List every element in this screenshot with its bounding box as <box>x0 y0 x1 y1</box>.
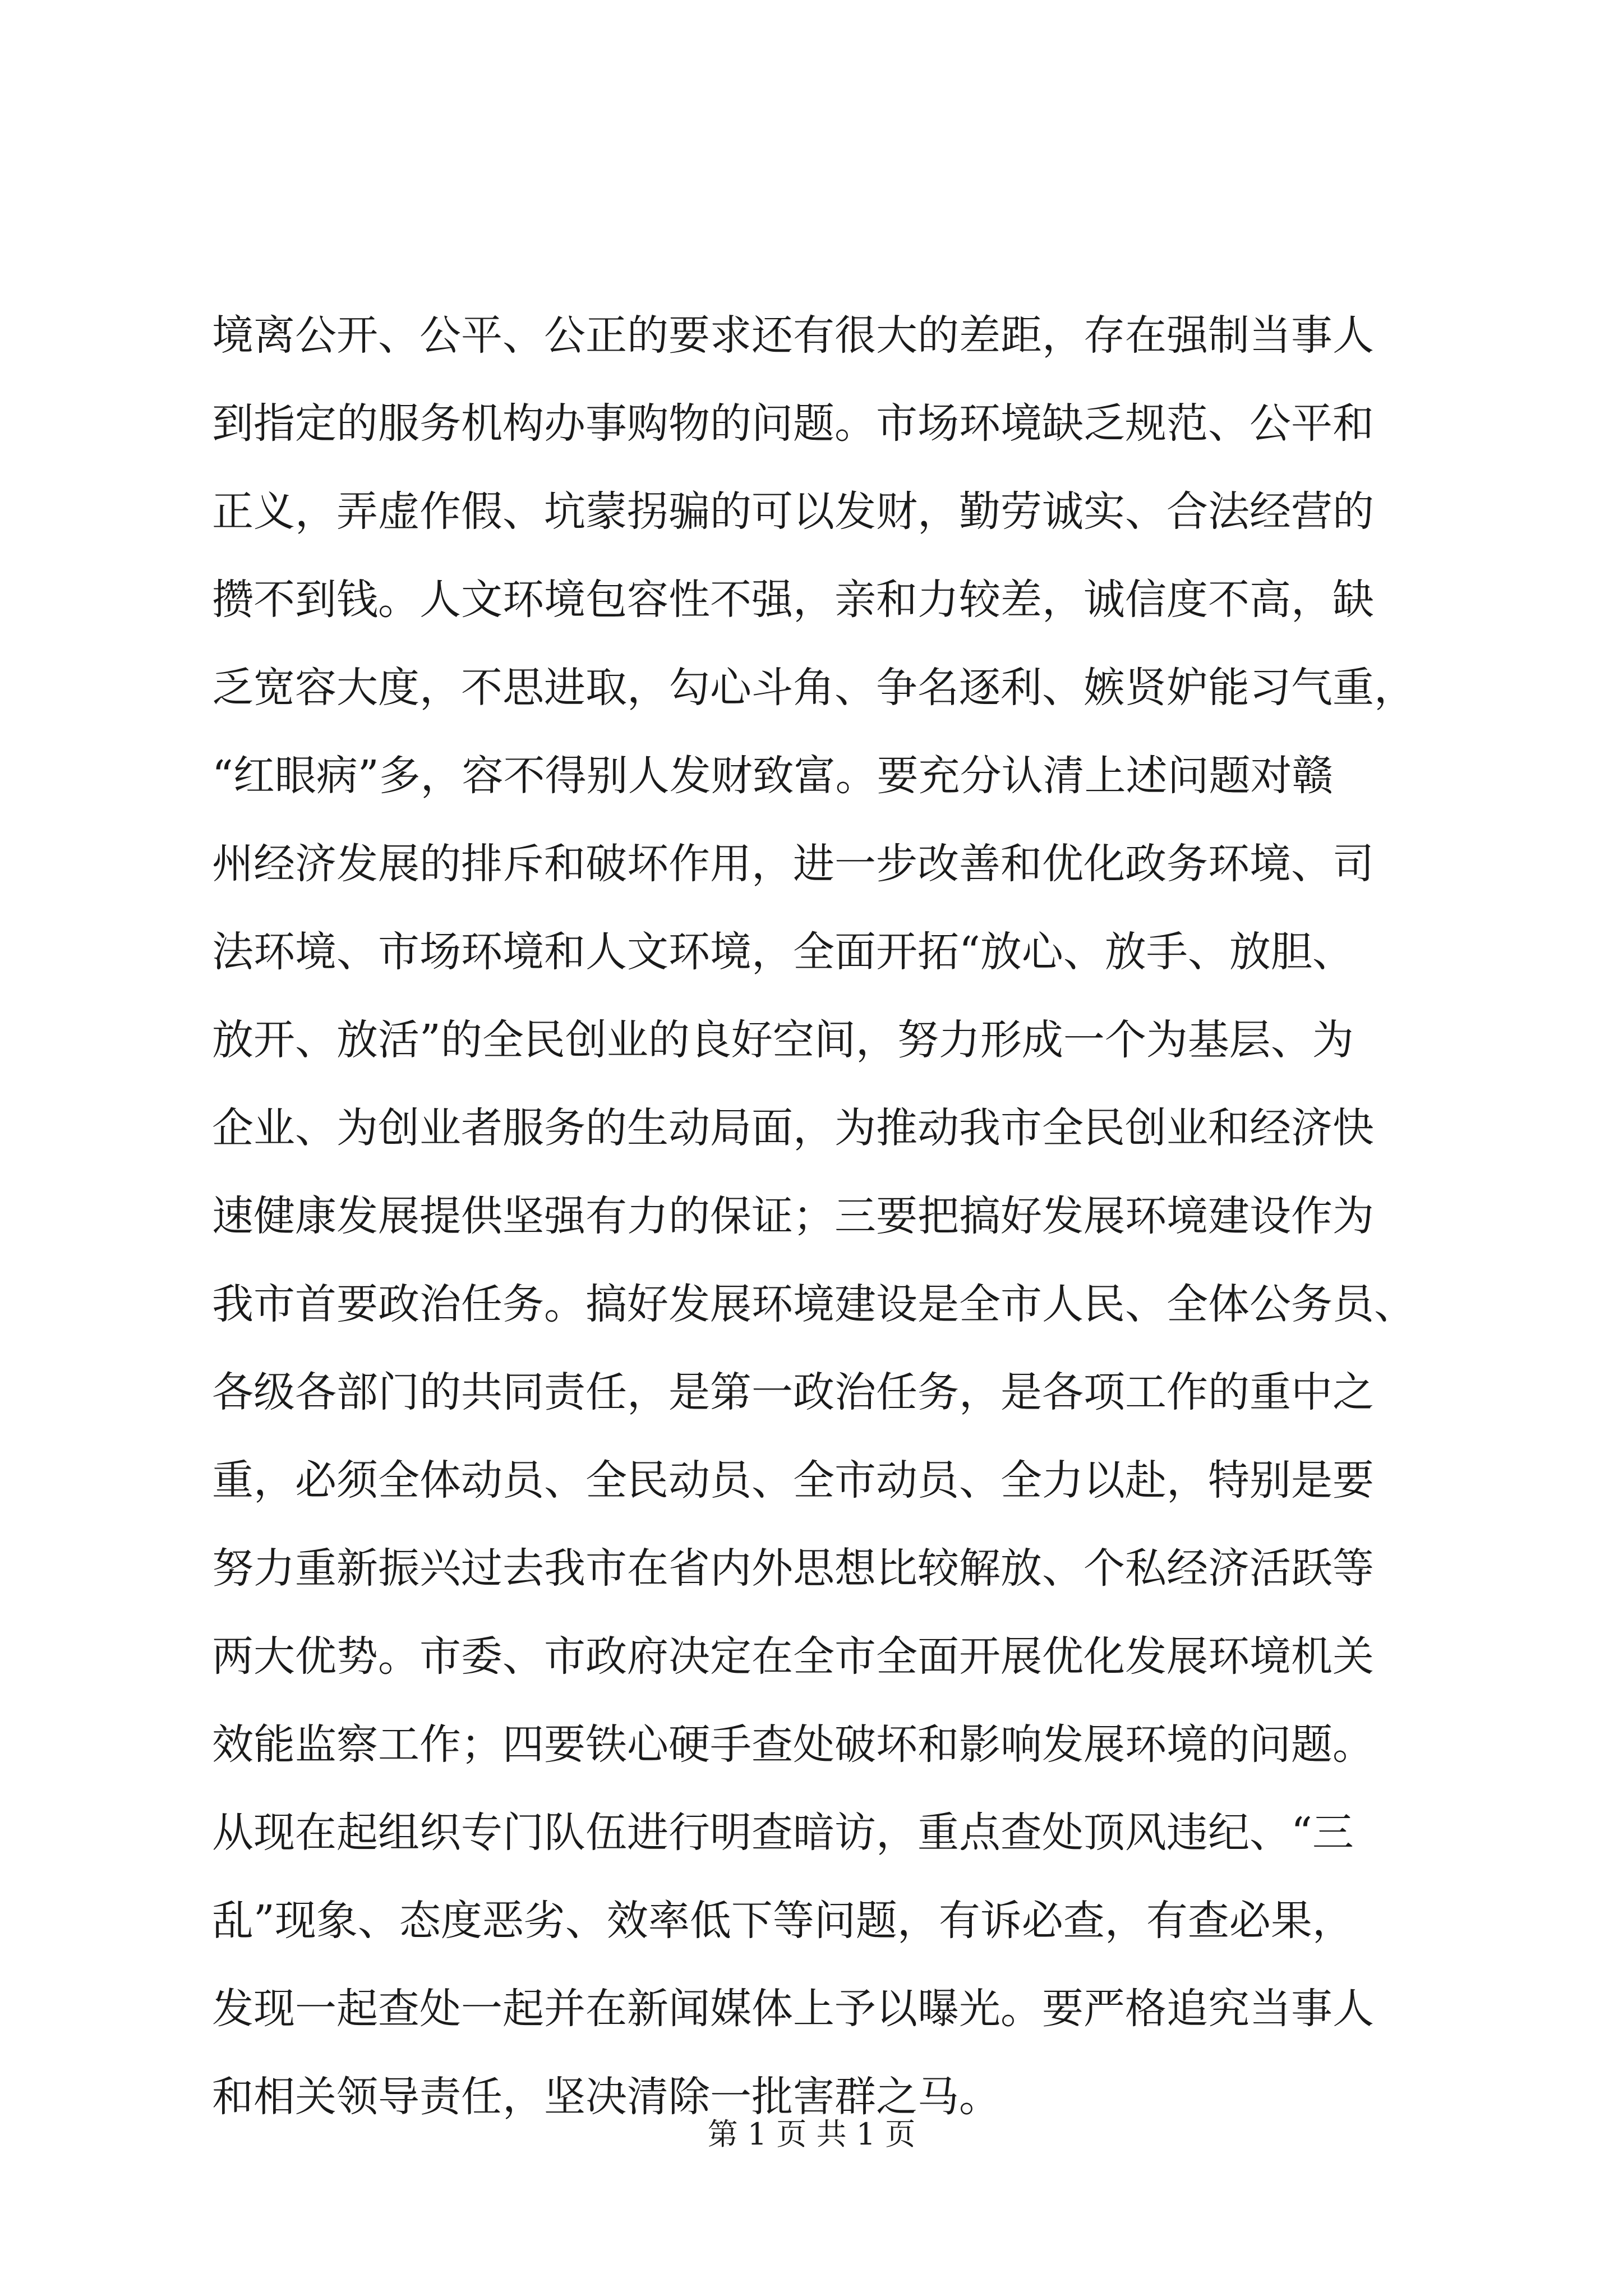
text-line: 努力重新振兴过去我市在省内外思想比较解放、个私经济活跃等 <box>212 1544 1374 1593</box>
text-line: 速健康发展提供坚强有力的保证；三要把搞好发展环境建设作为 <box>212 1192 1374 1240</box>
text-line: 到指定的服务机构办事购物的问题。市场环境缺乏规范、公平和 <box>212 399 1374 448</box>
text-line: 攒不到钱。人文环境包容性不强，亲和力较差，诚信度不高，缺 <box>212 576 1374 624</box>
text-line: 乱”现象、态度恶劣、效率低下等问题，有诉必查，有查必果， <box>212 1897 1354 1945</box>
text-line: 两大优势。市委、市政府决定在全市全面开展优化发展环境机关 <box>212 1632 1374 1681</box>
text-line: “红眼病”多，容不得别人发财致富。要充分认清上述问题对赣 <box>212 752 1334 800</box>
text-line: 正义，弄虚作假、坑蒙拐骗的可以发财，勤劳诚实、合法经营的 <box>212 487 1374 536</box>
text-line: 企业、为创业者服务的生动局面，为推动我市全民创业和经济快 <box>212 1104 1374 1152</box>
text-line: 从现在起组织专门队伍进行明查暗访，重点查处顶风违纪、“三 <box>212 1809 1354 1857</box>
document-body <box>212 292 1423 2141</box>
text-line: 放开、放活”的全民创业的良好空间，努力形成一个为基层、为 <box>212 1016 1354 1064</box>
text-line: 乏宽容大度，不思进取，勾心斗角、争名逐利、嫉贤妒能习气重， <box>212 664 1415 712</box>
text-line: 我市首要政治任务。搞好发展环境建设是全市人民、全体公务员、 <box>212 1280 1415 1328</box>
text-line: 境离公开、公平、公正的要求还有很大的差距，存在强制当事人 <box>212 311 1374 360</box>
text-line: 州经济发展的排斥和破坏作用，进一步改善和优化政务环境、司 <box>212 840 1374 888</box>
text-line: 发现一起查处一起并在新闻媒体上予以曝光。要严格追究当事人 <box>212 1985 1374 2033</box>
text-line: 各级各部门的共同责任，是第一政治任务，是各项工作的重中之 <box>212 1368 1374 1416</box>
page-number-footer: 第 1 页 共 1 页 <box>707 2116 916 2152</box>
text-line: 效能监察工作；四要铁心硬手查处破坏和影响发展环境的问题。 <box>212 1720 1374 1769</box>
text-line: 重，必须全体动员、全民动员、全市动员、全力以赴，特别是要 <box>212 1456 1374 1504</box>
text-line: 法环境、市场环境和人文环境，全面开拓“放心、放手、放胆、 <box>212 928 1354 976</box>
text-line: 和相关领导责任，坚决清除一批害群之马。 <box>212 2073 1000 2121</box>
